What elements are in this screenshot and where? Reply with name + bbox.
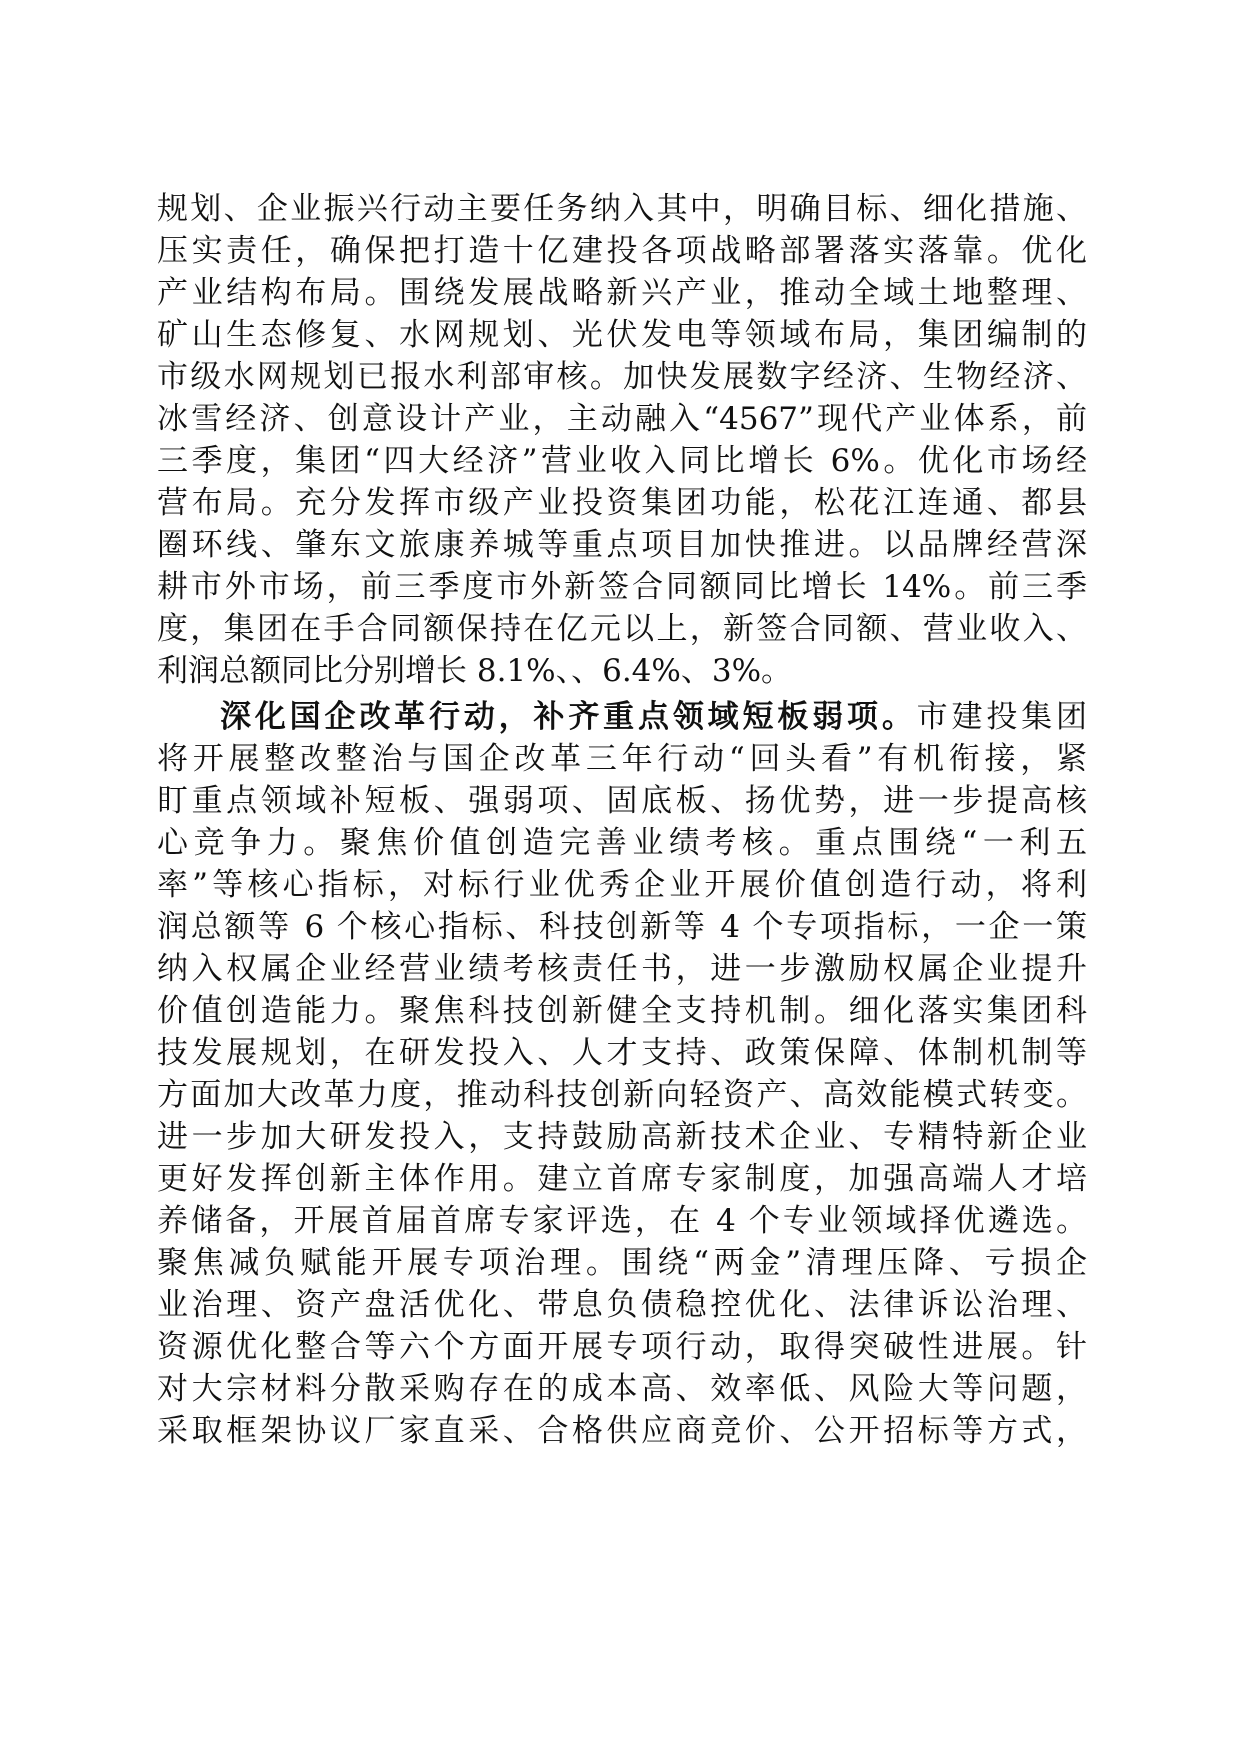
text-line: 规划、企业振兴行动主要任务纳入其中，明确目标、细化措施、 (157, 191, 1087, 227)
text-line: 率”等核心指标，对标行业优秀企业开展价值创造行动，将利 (157, 867, 1087, 903)
text-line: 聚焦减负赋能开展专项治理。围绕“两金”清理压降、亏损企 (157, 1245, 1087, 1281)
text-line: 业治理、资产盘活优化、带息负债稳控优化、法律诉讼治理、 (157, 1287, 1087, 1323)
text-line: 心竞争力。聚焦价值创造完善业绩考核。重点围绕“一利五 (157, 825, 1087, 861)
text-line: 营布局。充分发挥市级产业投资集团功能，松花江连通、都县 (157, 485, 1087, 521)
text-line: 技发展规划，在研发投入、人才支持、政策保障、体制机制等 (157, 1035, 1087, 1071)
text-line: 圈环线、肇东文旅康养城等重点项目加快推进。以品牌经营深 (157, 527, 1087, 563)
text-line: 压实责任，确保把打造十亿建投各项战略部署落实落靠。优化 (157, 233, 1087, 269)
text-line: 市级水网规划已报水利部审核。加快发展数字经济、生物经济、 (157, 359, 1087, 395)
text-line: 盯重点领域补短板、强弱项、固底板、扬优势，进一步提高核 (157, 783, 1087, 819)
text-line: 资源优化整合等六个方面开展专项行动，取得突破性进展。针 (157, 1329, 1087, 1365)
text-line: 更好发挥创新主体作用。建立首席专家制度，加强高端人才培 (157, 1161, 1087, 1197)
text-line: 耕市外市场，前三季度市外新签合同额同比增长 14%。前三季 (157, 569, 1087, 605)
text-line: 产业结构布局。围绕发展战略新兴产业，推动全域土地整理、 (157, 275, 1087, 311)
text-line: 对大宗材料分散采购存在的成本高、效率低、风险大等问题， (157, 1371, 1087, 1407)
text-line: 将开展整改整治与国企改革三年行动“回头看”有机衔接，紧 (157, 741, 1087, 777)
text-line: 方面加大改革力度，推动科技创新向轻资产、高效能模式转变。 (157, 1077, 1087, 1113)
text-line: 三季度，集团“四大经济”营业收入同比增长 6%。优化市场经 (157, 443, 1087, 479)
text-line: 利润总额同比分别增长 8.1%、、6.4%、3%。 (157, 653, 793, 689)
text-line: 纳入权属企业经营业绩考核责任书，进一步激励权属企业提升 (157, 951, 1087, 987)
text-line: 养储备，开展首届首席专家评选，在 4 个专业领域择优遴选。 (157, 1203, 1087, 1239)
paragraph-first-line (220, 696, 1087, 738)
text-line: 润总额等 6 个核心指标、科技创新等 4 个专项指标，一企一策 (157, 909, 1087, 945)
paragraph-heading: 深化国企改革行动，补齐重点领域短板弱项。 (220, 699, 917, 735)
text-line: 采取框架协议厂家直采、合格供应商竞价、公开招标等方式， (157, 1413, 1087, 1449)
text-run: 市建投集团 (916, 699, 1088, 735)
text-line: 进一步加大研发投入，支持鼓励高新技术企业、专精特新企业 (157, 1119, 1087, 1155)
text-line: 矿山生态修复、水网规划、光伏发电等领域布局，集团编制的 (157, 317, 1087, 353)
text-line: 价值创造能力。聚焦科技创新健全支持机制。细化落实集团科 (157, 993, 1087, 1029)
text-line: 度，集团在手合同额保持在亿元以上，新签合同额、营业收入、 (157, 611, 1087, 647)
text-line: 冰雪经济、创意设计产业，主动融入“4567”现代产业体系，前 (157, 401, 1087, 437)
